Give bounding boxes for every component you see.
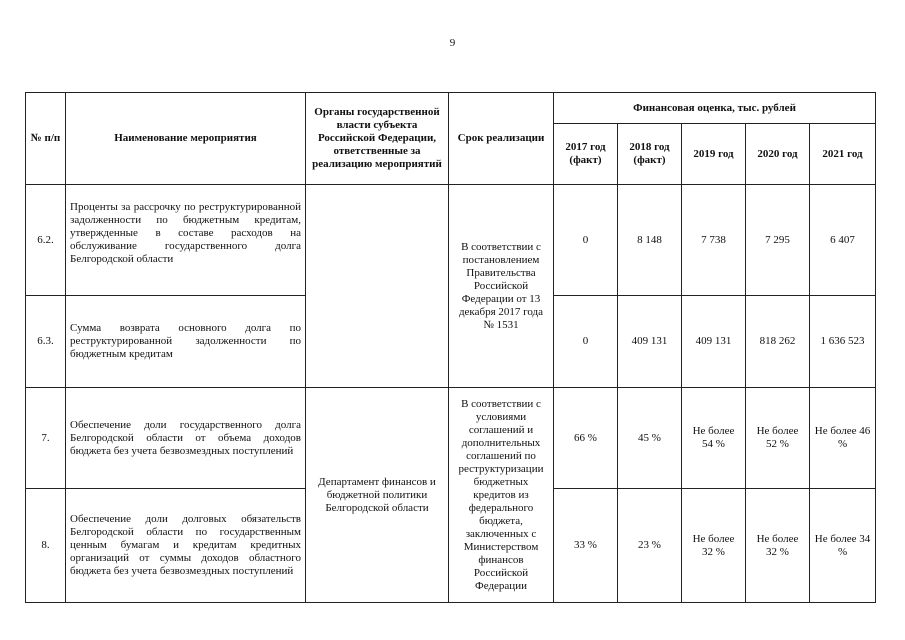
finance-table bbox=[25, 92, 876, 603]
value-2018: 45 % bbox=[618, 388, 682, 489]
row-name: Проценты за рассрочку по реструктурированной задолженности по бюджетным кредитам, утвержденные в составе расходов на обслуживание государственного долга Белгородской области bbox=[66, 185, 306, 296]
header-term: Срок реализации bbox=[449, 93, 554, 185]
header-year-2017: 2017 год (факт) bbox=[554, 124, 618, 185]
row-num: 6.2. bbox=[26, 185, 66, 296]
table-row bbox=[26, 185, 876, 296]
term-cell-7-8: В соответствии с условиями соглашений и дополнительных соглашений по реструктуризации бюджетных кредитов из федерального бюджета, заключенных с Министерством финансов Российской Федерации bbox=[449, 388, 554, 603]
value-2018: 23 % bbox=[618, 489, 682, 603]
header-num: № п/п bbox=[26, 93, 66, 185]
row-name: Обеспечение доли государственного долга Белгородской области от объема доходов бюджета без учета безвозмездных поступлений bbox=[66, 388, 306, 489]
value-2019: Не более 32 % bbox=[682, 489, 746, 603]
header-year-2018: 2018 год (факт) bbox=[618, 124, 682, 185]
value-2021: 6 407 bbox=[810, 185, 876, 296]
page-number: 9 bbox=[449, 37, 456, 49]
row-num: 7. bbox=[26, 388, 66, 489]
value-2019: Не более 54 % bbox=[682, 388, 746, 489]
header-name: Наименование мероприятия bbox=[66, 93, 306, 185]
header-finance: Финансовая оценка, тыс. рублей bbox=[554, 93, 876, 124]
term-cell-6: В соответствии с постановлением Правительства Российской Федерации от 13 декабря 2017 года № 1531 bbox=[449, 185, 554, 388]
value-2021: Не более 46 % bbox=[810, 388, 876, 489]
value-2019: 409 131 bbox=[682, 296, 746, 388]
value-2021: 1 636 523 bbox=[810, 296, 876, 388]
value-2017: 0 bbox=[554, 296, 618, 388]
row-name: Обеспечение доли долговых обязательств Белгородской области по государственным ценным бумагам и кредитам кредитных организаций от суммы доходов областного бюджета без учета безвозмездных поступлений bbox=[66, 489, 306, 603]
value-2019: 7 738 bbox=[682, 185, 746, 296]
row-num: 8. bbox=[26, 489, 66, 603]
header-year-2021: 2021 год bbox=[810, 124, 876, 185]
value-2020: Не более 52 % bbox=[746, 388, 810, 489]
value-2020: 7 295 bbox=[746, 185, 810, 296]
value-2021: Не более 34 % bbox=[810, 489, 876, 603]
header-year-2019: 2019 год bbox=[682, 124, 746, 185]
value-2020: Не более 32 % bbox=[746, 489, 810, 603]
organ-cell-empty bbox=[306, 185, 449, 388]
header-year-2020: 2020 год bbox=[746, 124, 810, 185]
value-2018: 8 148 bbox=[618, 185, 682, 296]
organ-cell-7-8: Департамент финансов и бюджетной политики Белгородской области bbox=[306, 388, 449, 603]
value-2018: 409 131 bbox=[618, 296, 682, 388]
value-2017: 0 bbox=[554, 185, 618, 296]
value-2017: 33 % bbox=[554, 489, 618, 603]
header-organs: Органы государственной власти субъекта Российской Федерации, ответственные за реализацию мероприятий bbox=[306, 93, 449, 185]
value-2017: 66 % bbox=[554, 388, 618, 489]
value-2020: 818 262 bbox=[746, 296, 810, 388]
row-num: 6.3. bbox=[26, 296, 66, 388]
table-row bbox=[26, 388, 876, 489]
row-name: Сумма возврата основного долга по реструктурированной задолженности по бюджетным кредитам bbox=[66, 296, 306, 388]
